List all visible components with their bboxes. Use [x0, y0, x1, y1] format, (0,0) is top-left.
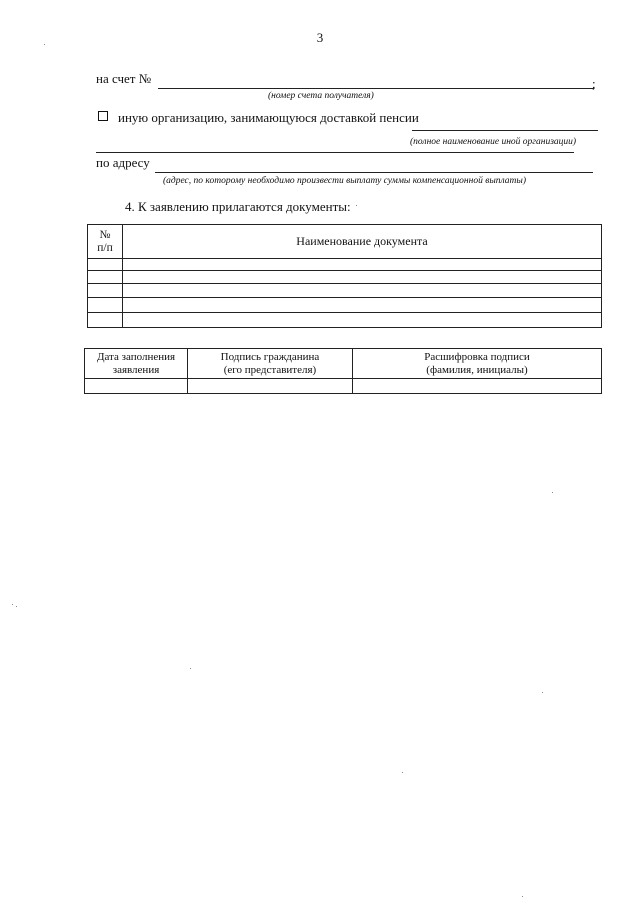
address-label: по адресу	[96, 155, 150, 170]
account-hint: (номер счета получателя)	[268, 91, 374, 101]
row-doc-name-cell[interactable]	[123, 313, 602, 328]
address-hint: (адрес, по которому необходимо произвести выплату суммы компенсационной выплаты)	[163, 176, 526, 186]
signature-table	[84, 348, 602, 394]
documents-table-header	[88, 225, 602, 259]
account-number-underline	[158, 88, 594, 89]
signature-header: Подпись гражданина (его представителя)	[188, 349, 353, 379]
table-row	[88, 313, 602, 328]
documents-table	[87, 224, 602, 328]
row-doc-name-cell[interactable]	[123, 298, 602, 313]
row-number-cell[interactable]	[88, 313, 123, 328]
documents-heading: 4. К заявлению прилагаются документы:	[125, 199, 351, 214]
page-number: 3	[316, 30, 324, 45]
signature-decoding-cell[interactable]	[353, 379, 602, 394]
date-cell[interactable]	[85, 379, 188, 394]
table-row	[88, 298, 602, 313]
table-row	[88, 271, 602, 284]
account-label: на счет №	[96, 71, 152, 86]
signature-table-values-row	[85, 379, 602, 394]
table-row	[88, 284, 602, 298]
signature-decoding-header: Расшифровка подписи (фамилия, инициалы)	[353, 349, 602, 379]
account-end-mark: ;	[592, 76, 596, 91]
signature-table-header	[85, 349, 602, 379]
address-underline	[155, 172, 593, 173]
row-number-cell[interactable]	[88, 259, 123, 271]
row-number-cell[interactable]	[88, 284, 123, 298]
other-organization-checkbox[interactable]	[98, 111, 108, 121]
account-number-field[interactable]	[158, 72, 594, 88]
col-doc-name-header: Наименование документа	[123, 225, 602, 259]
organization-hint: (полное наименование иной организации)	[410, 137, 577, 147]
col-number-header: № п/п	[88, 225, 123, 259]
address-field[interactable]	[155, 156, 593, 172]
row-number-cell[interactable]	[88, 271, 123, 284]
signature-cell[interactable]	[188, 379, 353, 394]
organization-underline	[412, 130, 598, 131]
row-doc-name-cell[interactable]	[123, 284, 602, 298]
organization-name-field[interactable]	[412, 112, 598, 128]
date-header: Дата заполнения заявления	[85, 349, 188, 379]
row-number-cell[interactable]	[88, 298, 123, 313]
row-doc-name-cell[interactable]	[123, 259, 602, 271]
organization-label: иную организацию, занимающуюся доставкой пенсии	[118, 110, 419, 125]
organization-second-underline	[96, 152, 574, 153]
table-row	[88, 259, 602, 271]
row-doc-name-cell[interactable]	[123, 271, 602, 284]
